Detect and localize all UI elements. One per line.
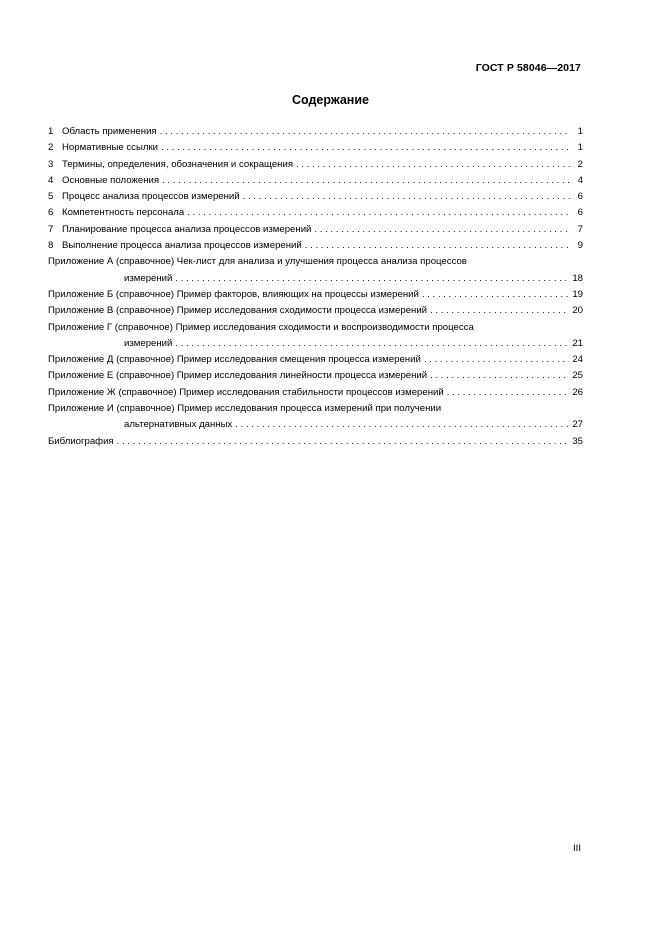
toc-entry-number: 4 — [48, 174, 54, 186]
toc-entry-page: 27 — [572, 419, 583, 431]
toc-entry-text: Приложение Б (справочное) Пример факторов, влияющих на процессы измерений — [48, 288, 419, 300]
toc-entry-page: 18 — [572, 272, 583, 284]
toc-leader-dots — [424, 352, 570, 368]
toc-entry-section-6[interactable] — [48, 205, 583, 221]
toc-entry-page: 1 — [577, 142, 583, 154]
toc-entry-section-5[interactable] — [48, 189, 583, 205]
toc-entry-number: 1 — [48, 126, 54, 137]
toc-entry-text: Основные положения — [62, 174, 160, 186]
toc-entry-section-3[interactable] — [48, 157, 583, 173]
standard-designation: ГОСТ Р 58046—2017 — [475, 62, 581, 74]
toc-entry-text: Приложение Ж (справочное) Пример исследования стабильности процессов измерений — [48, 386, 444, 398]
toc-entry-number: 6 — [48, 207, 54, 219]
toc-entry-text: Приложение Е (справочное) Пример исследования линейности процесса измерений — [48, 370, 428, 382]
toc-entry-page: 26 — [572, 386, 583, 398]
toc-entry-appendix-a[interactable] — [48, 254, 583, 287]
toc-entry-section-8[interactable] — [48, 238, 583, 254]
toc-entry-number: 5 — [48, 191, 54, 203]
toc-leader-dots — [296, 157, 570, 173]
toc-leader-dots — [430, 368, 569, 384]
toc-entry-text-continued: альтернативных данных — [124, 419, 233, 431]
toc-entry-text: Планирование процесса анализа процессов измерений — [62, 223, 312, 235]
toc-title: Содержание — [291, 93, 369, 107]
toc-entry-page: 2 — [577, 158, 583, 170]
toc-entry-text: Процесс анализа процессов измерений — [62, 191, 240, 203]
toc-entry-text: Приложение В (справочное) Пример исследования сходимости процесса измерений — [48, 305, 428, 317]
toc-entry-page: 21 — [572, 337, 583, 349]
toc-leader-dots — [117, 434, 570, 450]
toc-entry-page: 4 — [577, 174, 583, 186]
toc-entry-number: 2 — [48, 142, 54, 154]
toc-entry-text: Приложение И (справочное) Пример исследования процесса измерений при получении — [48, 403, 442, 415]
toc-entry-page: 24 — [572, 354, 583, 366]
toc-entry-text: Библиография — [48, 435, 114, 447]
toc-entry-text: Нормативные ссылки — [62, 142, 159, 154]
toc-entry-appendix-e[interactable] — [48, 368, 583, 384]
toc-leader-dots — [447, 385, 570, 401]
toc-leader-dots — [235, 417, 569, 433]
toc-entry-page: 25 — [572, 370, 583, 382]
toc-entry-number: 8 — [48, 240, 54, 252]
toc-entry-text: Приложение Г (справочное) Пример исследования сходимости и воспроизводимости процесса — [48, 321, 474, 333]
toc-entry-text-continued: измерений — [124, 337, 173, 349]
toc-leader-dots — [187, 205, 570, 221]
toc-entry-text: Приложение Д (справочное) Пример исследования смещения процесса измерений — [48, 354, 421, 366]
toc-leader-dots — [430, 303, 569, 319]
toc-entry-appendix-d[interactable] — [48, 352, 583, 368]
toc-entry-page: 1 — [577, 126, 583, 137]
toc-entry-text-continued: измерений — [124, 272, 173, 284]
toc-entry-appendix-b[interactable] — [48, 287, 583, 303]
toc-leader-dots — [314, 222, 570, 238]
toc-leader-dots — [175, 271, 569, 287]
toc-entry-appendix-g[interactable] — [48, 320, 583, 353]
toc-leader-dots — [243, 189, 570, 205]
toc-entry-number: 3 — [48, 158, 54, 170]
toc-leader-dots — [160, 124, 570, 140]
toc-entry-appendix-i[interactable] — [48, 401, 583, 434]
toc-entry-page: 6 — [577, 191, 583, 203]
toc-entry-section-1[interactable] — [48, 124, 583, 140]
toc-entry-section-2[interactable] — [48, 140, 583, 156]
toc-entry-page: 35 — [572, 435, 583, 447]
toc-entry-text: Компетентность персонала — [62, 207, 185, 219]
toc-entry-text: Выполнение процесса анализа процессов измерений — [62, 240, 302, 252]
toc-entry-section-4[interactable] — [48, 173, 583, 189]
toc-entry-page: 19 — [572, 288, 583, 300]
toc-entry-page: 6 — [577, 207, 583, 219]
page-number: III — [573, 843, 581, 854]
toc-leader-dots — [175, 336, 569, 352]
toc-entry-text: Термины, определения, обозначения и сокращения — [62, 158, 294, 170]
toc-leader-dots — [161, 140, 570, 156]
table-of-contents — [48, 124, 583, 450]
toc-entry-text: Приложение А (справочное) Чек-лист для анализа и улучшения процесса анализа процессов — [48, 256, 467, 268]
toc-entry-section-7[interactable] — [48, 222, 583, 238]
toc-entry-page: 9 — [577, 240, 583, 252]
toc-entry-page: 7 — [577, 223, 583, 235]
toc-entry-appendix-zh[interactable] — [48, 385, 583, 401]
toc-leader-dots — [422, 287, 569, 303]
toc-entry-page: 20 — [572, 305, 583, 317]
toc-leader-dots — [305, 238, 570, 254]
toc-leader-dots — [162, 173, 570, 189]
toc-entry-appendix-v[interactable] — [48, 303, 583, 319]
toc-entry-text: Область применения — [62, 126, 157, 137]
toc-entry-bibliography[interactable] — [48, 434, 583, 450]
toc-entry-number: 7 — [48, 223, 54, 235]
